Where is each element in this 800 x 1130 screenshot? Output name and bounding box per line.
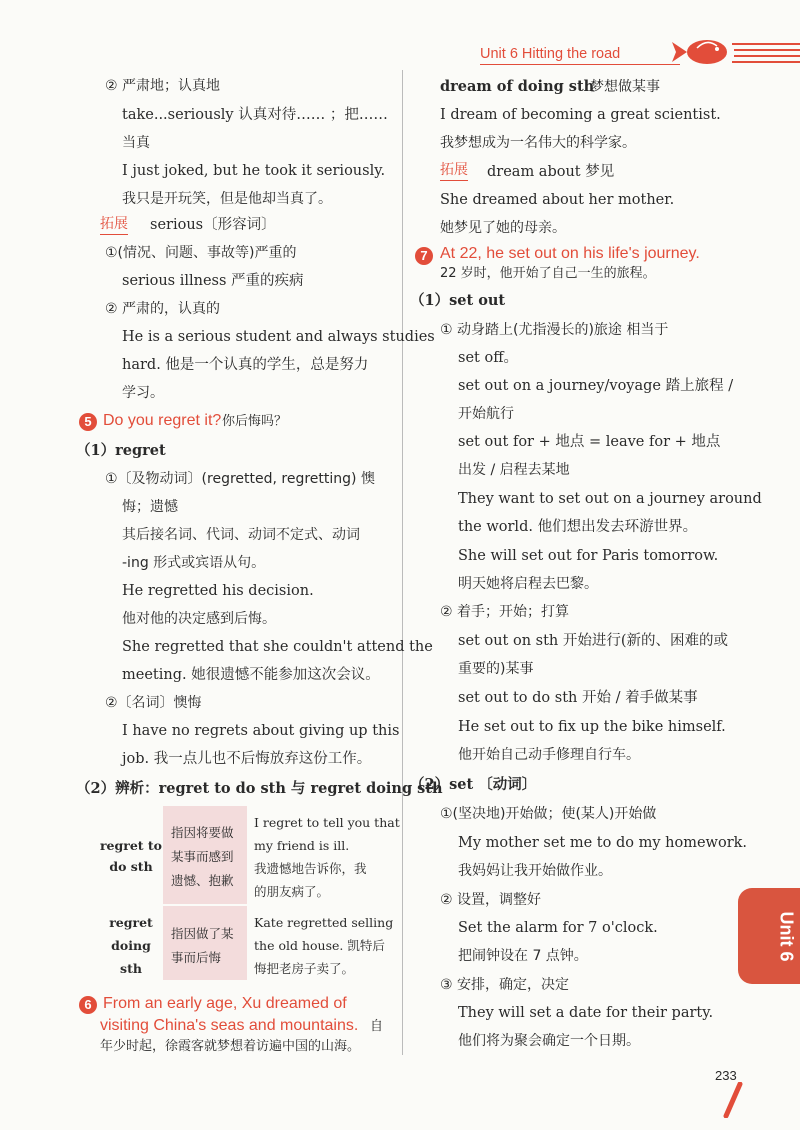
set-heading: （2）set 〔动词〕 bbox=[410, 776, 537, 793]
set-out-meaning-1: ① 动身踏上(尤指漫长的)旅途 相当于 bbox=[440, 322, 669, 338]
phrase-take-seriously: take...seriously 认真对待…… ；把…… bbox=[122, 107, 388, 123]
table-example: Kate regretted selling bbox=[254, 915, 394, 930]
table-term: regret bbox=[109, 915, 153, 930]
example-translation: 他们将为聚会确定一个日期。 bbox=[458, 1033, 640, 1049]
section-7-translation: 22 岁时，他开始了自己一生的旅程。 bbox=[440, 266, 656, 281]
regret-verb-meaning: ①〔及物动词〕(regretted, regretting) 懊 bbox=[105, 471, 375, 487]
meaning-2-serious: ② 严肃地；认真地 bbox=[105, 78, 221, 94]
table-meaning: 指因做了某 bbox=[171, 926, 234, 941]
phrase-set-out-for-cont: 出发 / 启程去某地 bbox=[458, 462, 570, 478]
example-sentence: He is a serious student and always studies bbox=[122, 329, 435, 345]
dream-about-phrase: dream about 梦见 bbox=[487, 164, 615, 180]
phrase-set-out-to-do: set out to do sth 开始 / 着手做某事 bbox=[458, 690, 698, 706]
regret-heading: （1）regret bbox=[76, 442, 166, 459]
serious-meaning-2: ② 严肃的，认真的 bbox=[105, 301, 221, 317]
set-meaning-3: ③ 安排，确定，决定 bbox=[440, 977, 570, 993]
example-sentence-cont: hard. 他是一个认真的学生，总是努力 bbox=[122, 357, 369, 373]
comparison-heading: （2）辨析：regret to do sth 与 regret doing sth bbox=[76, 780, 443, 797]
section-7-title: At 22, he set out on his life's journey. bbox=[440, 245, 700, 262]
table-term: do sth bbox=[109, 859, 153, 874]
phrase-take-seriously-cont: 当真 bbox=[122, 135, 150, 151]
example-translation: 她梦见了她的母亲。 bbox=[440, 220, 566, 236]
regret-usage-note-cont: -ing 形式或宾语从句。 bbox=[122, 555, 266, 571]
page-number: 233 bbox=[715, 1068, 737, 1083]
table-meaning: 某事而感到 bbox=[171, 849, 234, 864]
section-5-title: Do you regret it? bbox=[103, 412, 222, 429]
example-sentence: He set out to fix up the bike himself. bbox=[458, 719, 726, 735]
phrase-set-out-on-cont: 开始航行 bbox=[458, 406, 514, 422]
column-divider bbox=[402, 70, 403, 1055]
set-out-meaning-1-cont: set off。 bbox=[458, 350, 518, 366]
unit-title: Unit 6 Hitting the road bbox=[480, 46, 621, 62]
table-term: regret to bbox=[99, 838, 163, 853]
dream-of-phrase: dream of doing sth bbox=[440, 78, 595, 95]
table-example: my friend is ill. bbox=[254, 838, 350, 853]
section-6-translation-cont: 年少时起，徐霞客就梦想着访遍中国的山海。 bbox=[100, 1039, 361, 1054]
set-out-heading: （1）set out bbox=[410, 292, 506, 309]
example-sentence: She regretted that she couldn't attend the bbox=[122, 639, 433, 655]
table-meaning: 指因将要做 bbox=[171, 825, 234, 840]
table-example: 悔把老房子卖了。 bbox=[254, 961, 355, 976]
section-number-6: 6 bbox=[79, 996, 97, 1014]
phrase-set-out-on-sth: set out on sth 开始进行(新的、困难的或 bbox=[458, 633, 729, 649]
example-translation: 我妈妈让我开始做作业。 bbox=[458, 863, 612, 879]
section-6-translation: 自 bbox=[370, 1019, 384, 1034]
example-translation: 把闹钟设在 7 点钟。 bbox=[458, 948, 588, 964]
extension-tag: 拓展 bbox=[440, 161, 468, 181]
section-number-5: 5 bbox=[79, 413, 97, 431]
header-rule bbox=[480, 64, 680, 65]
fish-logo-icon bbox=[662, 30, 800, 74]
table-term: doing bbox=[111, 938, 151, 953]
example-translation: 我只是开玩笑，但是他却当真了。 bbox=[122, 191, 332, 207]
set-out-meaning-2: ② 着手；开始；打算 bbox=[440, 604, 570, 620]
section-6-title-cont: visiting China's seas and mountains. bbox=[100, 1017, 359, 1034]
table-meaning: 遗憾、抱歉 bbox=[171, 873, 234, 888]
example-sentence: I have no regrets about giving up this bbox=[122, 723, 400, 739]
example-sentence: Set the alarm for 7 o'clock. bbox=[458, 920, 658, 936]
table-meaning: 事而后悔 bbox=[171, 950, 222, 965]
section-5-translation: 你后悔吗？ bbox=[222, 414, 288, 429]
example-sentence: I just joked, but he took it seriously. bbox=[122, 163, 386, 179]
extension-tag: 拓展 bbox=[100, 215, 128, 235]
example-sentence: She dreamed about her mother. bbox=[440, 192, 675, 208]
unit-side-tab bbox=[738, 888, 800, 984]
unit-side-tab-label: Unit 6 bbox=[776, 911, 797, 962]
set-meaning-2: ② 设置，调整好 bbox=[440, 892, 542, 908]
example-sentence: They want to set out on a journey around bbox=[458, 491, 762, 507]
table-example: 我遗憾地告诉你，我 bbox=[254, 861, 367, 876]
example-sentence: I dream of becoming a great scientist. bbox=[440, 107, 721, 123]
phrase-set-out-on: set out on a journey/voyage 踏上旅程 / bbox=[458, 378, 734, 394]
example-sentence-cont: 学习。 bbox=[122, 385, 164, 401]
example-translation: 他对他的决定感到后悔。 bbox=[122, 611, 276, 627]
example-sentence: My mother set me to do my homework. bbox=[458, 835, 748, 851]
serious-adjective: serious〔形容词〕 bbox=[150, 217, 276, 233]
table-example: I regret to tell you that bbox=[254, 815, 400, 830]
section-number-7: 7 bbox=[415, 247, 433, 265]
table-term: sth bbox=[120, 961, 142, 976]
example-sentence-cont: job. 我一点儿也不后悔放弃这份工作。 bbox=[122, 751, 372, 767]
example-sentence: She will set out for Paris tomorrow. bbox=[458, 548, 719, 564]
serious-illness: serious illness 严重的疾病 bbox=[122, 273, 304, 289]
example-translation: 他开始自己动手修理自行车。 bbox=[458, 747, 640, 763]
example-translation: 明天她将启程去巴黎。 bbox=[458, 576, 598, 592]
regret-noun-meaning: ②〔名词〕懊悔 bbox=[105, 695, 202, 711]
phrase-set-out-on-sth-cont: 重要的)某事 bbox=[458, 661, 534, 677]
section-6-title: From an early age, Xu dreamed of bbox=[103, 995, 347, 1012]
set-meaning-1: ①(坚决地)开始做；使(某人)开始做 bbox=[440, 806, 657, 822]
example-sentence: He regretted his decision. bbox=[122, 583, 314, 599]
example-sentence: They will set a date for their party. bbox=[458, 1005, 714, 1021]
serious-meaning-1: ①(情况、问题、事故等)严重的 bbox=[105, 245, 297, 261]
dream-of-meaning: 梦想做某事 bbox=[590, 79, 660, 95]
regret-usage-note: 其后接名词、代词、动词不定式、动词 bbox=[122, 527, 360, 543]
example-translation: 我梦想成为一名伟大的科学家。 bbox=[440, 135, 636, 151]
phrase-set-out-for: set out for + 地点 = leave for + 地点 bbox=[458, 434, 721, 450]
example-sentence-cont: the world. 他们想出发去环游世界。 bbox=[458, 519, 698, 535]
page-slash-icon bbox=[708, 1082, 748, 1118]
table-example: the old house. 凯特后 bbox=[254, 938, 385, 953]
regret-verb-meaning-cont: 悔；遗憾 bbox=[122, 499, 178, 515]
table-example: 的朋友病了。 bbox=[254, 884, 330, 899]
example-sentence-cont: meeting. 她很遗憾不能参加这次会议。 bbox=[122, 667, 380, 683]
